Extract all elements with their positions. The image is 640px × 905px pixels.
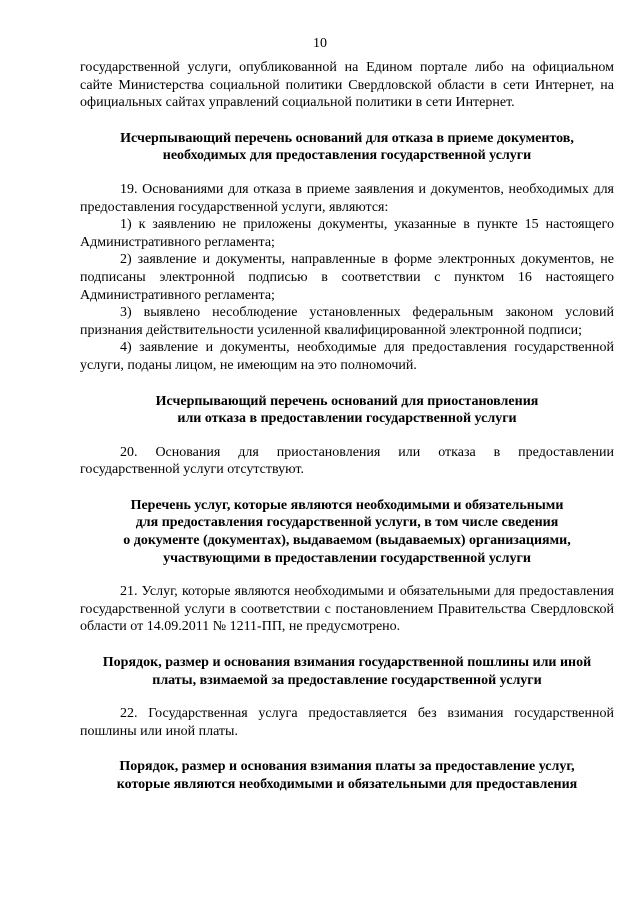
paragraph-20: 20. Основания для приостановления или отказа в предоставлении государственной услуги отсутствуют. <box>80 444 614 478</box>
heading-line: или отказа в предоставлении государственной услуги <box>177 411 517 427</box>
list-item-3: 3) выявлено несоблюдение установленных федеральным законом условий признания действительности усиленной квалифицированной электронной подписи; <box>80 305 614 338</box>
page-number: 10 <box>313 36 327 51</box>
heading-refusal-reception <box>80 130 614 165</box>
list-item-2: 2) заявление и документы, направленные в форме электронных документов, не подписаны электронной подписью в соответствии с пунктом 16 настоящего Административного регламента; <box>80 252 614 303</box>
heading-suspension <box>80 393 614 428</box>
heading-line: Исчерпывающий перечень оснований для отказа в приеме документов, <box>120 130 574 146</box>
heading-line: Порядок, размер и основания взимания государственной пошлины или иной <box>102 655 592 671</box>
list-item-4: 4) заявление и документы, необходимые для предоставления государственной услуги, поданы лицом, не имеющим на это полномочий. <box>80 340 614 373</box>
heading-line: Порядок, размер и основания взимания платы за предоставление услуг, <box>119 759 575 775</box>
heading-line: необходимых для предоставления государственной услуги <box>162 148 532 164</box>
intro-paragraph: государственной услуги, опубликованной на Едином портале либо на официальном сайте Министерства социальной политики Свердловской области в сети Интернет, на официальных сайтах управлений социальной политики в сети Интернет. <box>80 60 614 111</box>
heading-line: Исчерпывающий перечень оснований для приостановления <box>155 393 539 409</box>
paragraph-22: 22. Государственная услуга предоставляется без взимания государственной пошлины или иной платы. <box>80 706 614 739</box>
heading-line: платы, взимаемой за предоставление государственной услуги <box>152 672 542 688</box>
heading-line: Перечень услуг, которые являются необходимыми и обязательными <box>130 497 564 513</box>
heading-line: участвующими в предоставлении государственной услуги <box>163 550 531 566</box>
heading-line: для предоставления государственной услуги, в том числе сведения <box>135 515 559 531</box>
heading-state-fee <box>80 654 614 689</box>
heading-necessary-services <box>80 497 614 567</box>
paragraph-19: 19. Основаниями для отказа в приеме заявления и документов, необходимых для предоставления государственной услуги, являются: <box>80 181 614 215</box>
paragraph-21: 21. Услуг, которые являются необходимыми и обязательными для предоставления государственной услуги в соответствии с постановлением Правительства Свердловской области от 14.09.2011 № 1211-ПП, не предусмотрено. <box>80 584 614 635</box>
list-item-1: 1) к заявлению не приложены документы, указанные в пункте 15 настоящего Административного регламента; <box>80 217 614 250</box>
page-body <box>80 59 614 794</box>
heading-line: о документе (документах), выдаваемом (выдаваемых) организациями, <box>123 533 571 549</box>
heading-fee-services <box>80 758 614 793</box>
heading-line: которые являются необходимыми и обязательными для предоставления <box>116 777 578 792</box>
